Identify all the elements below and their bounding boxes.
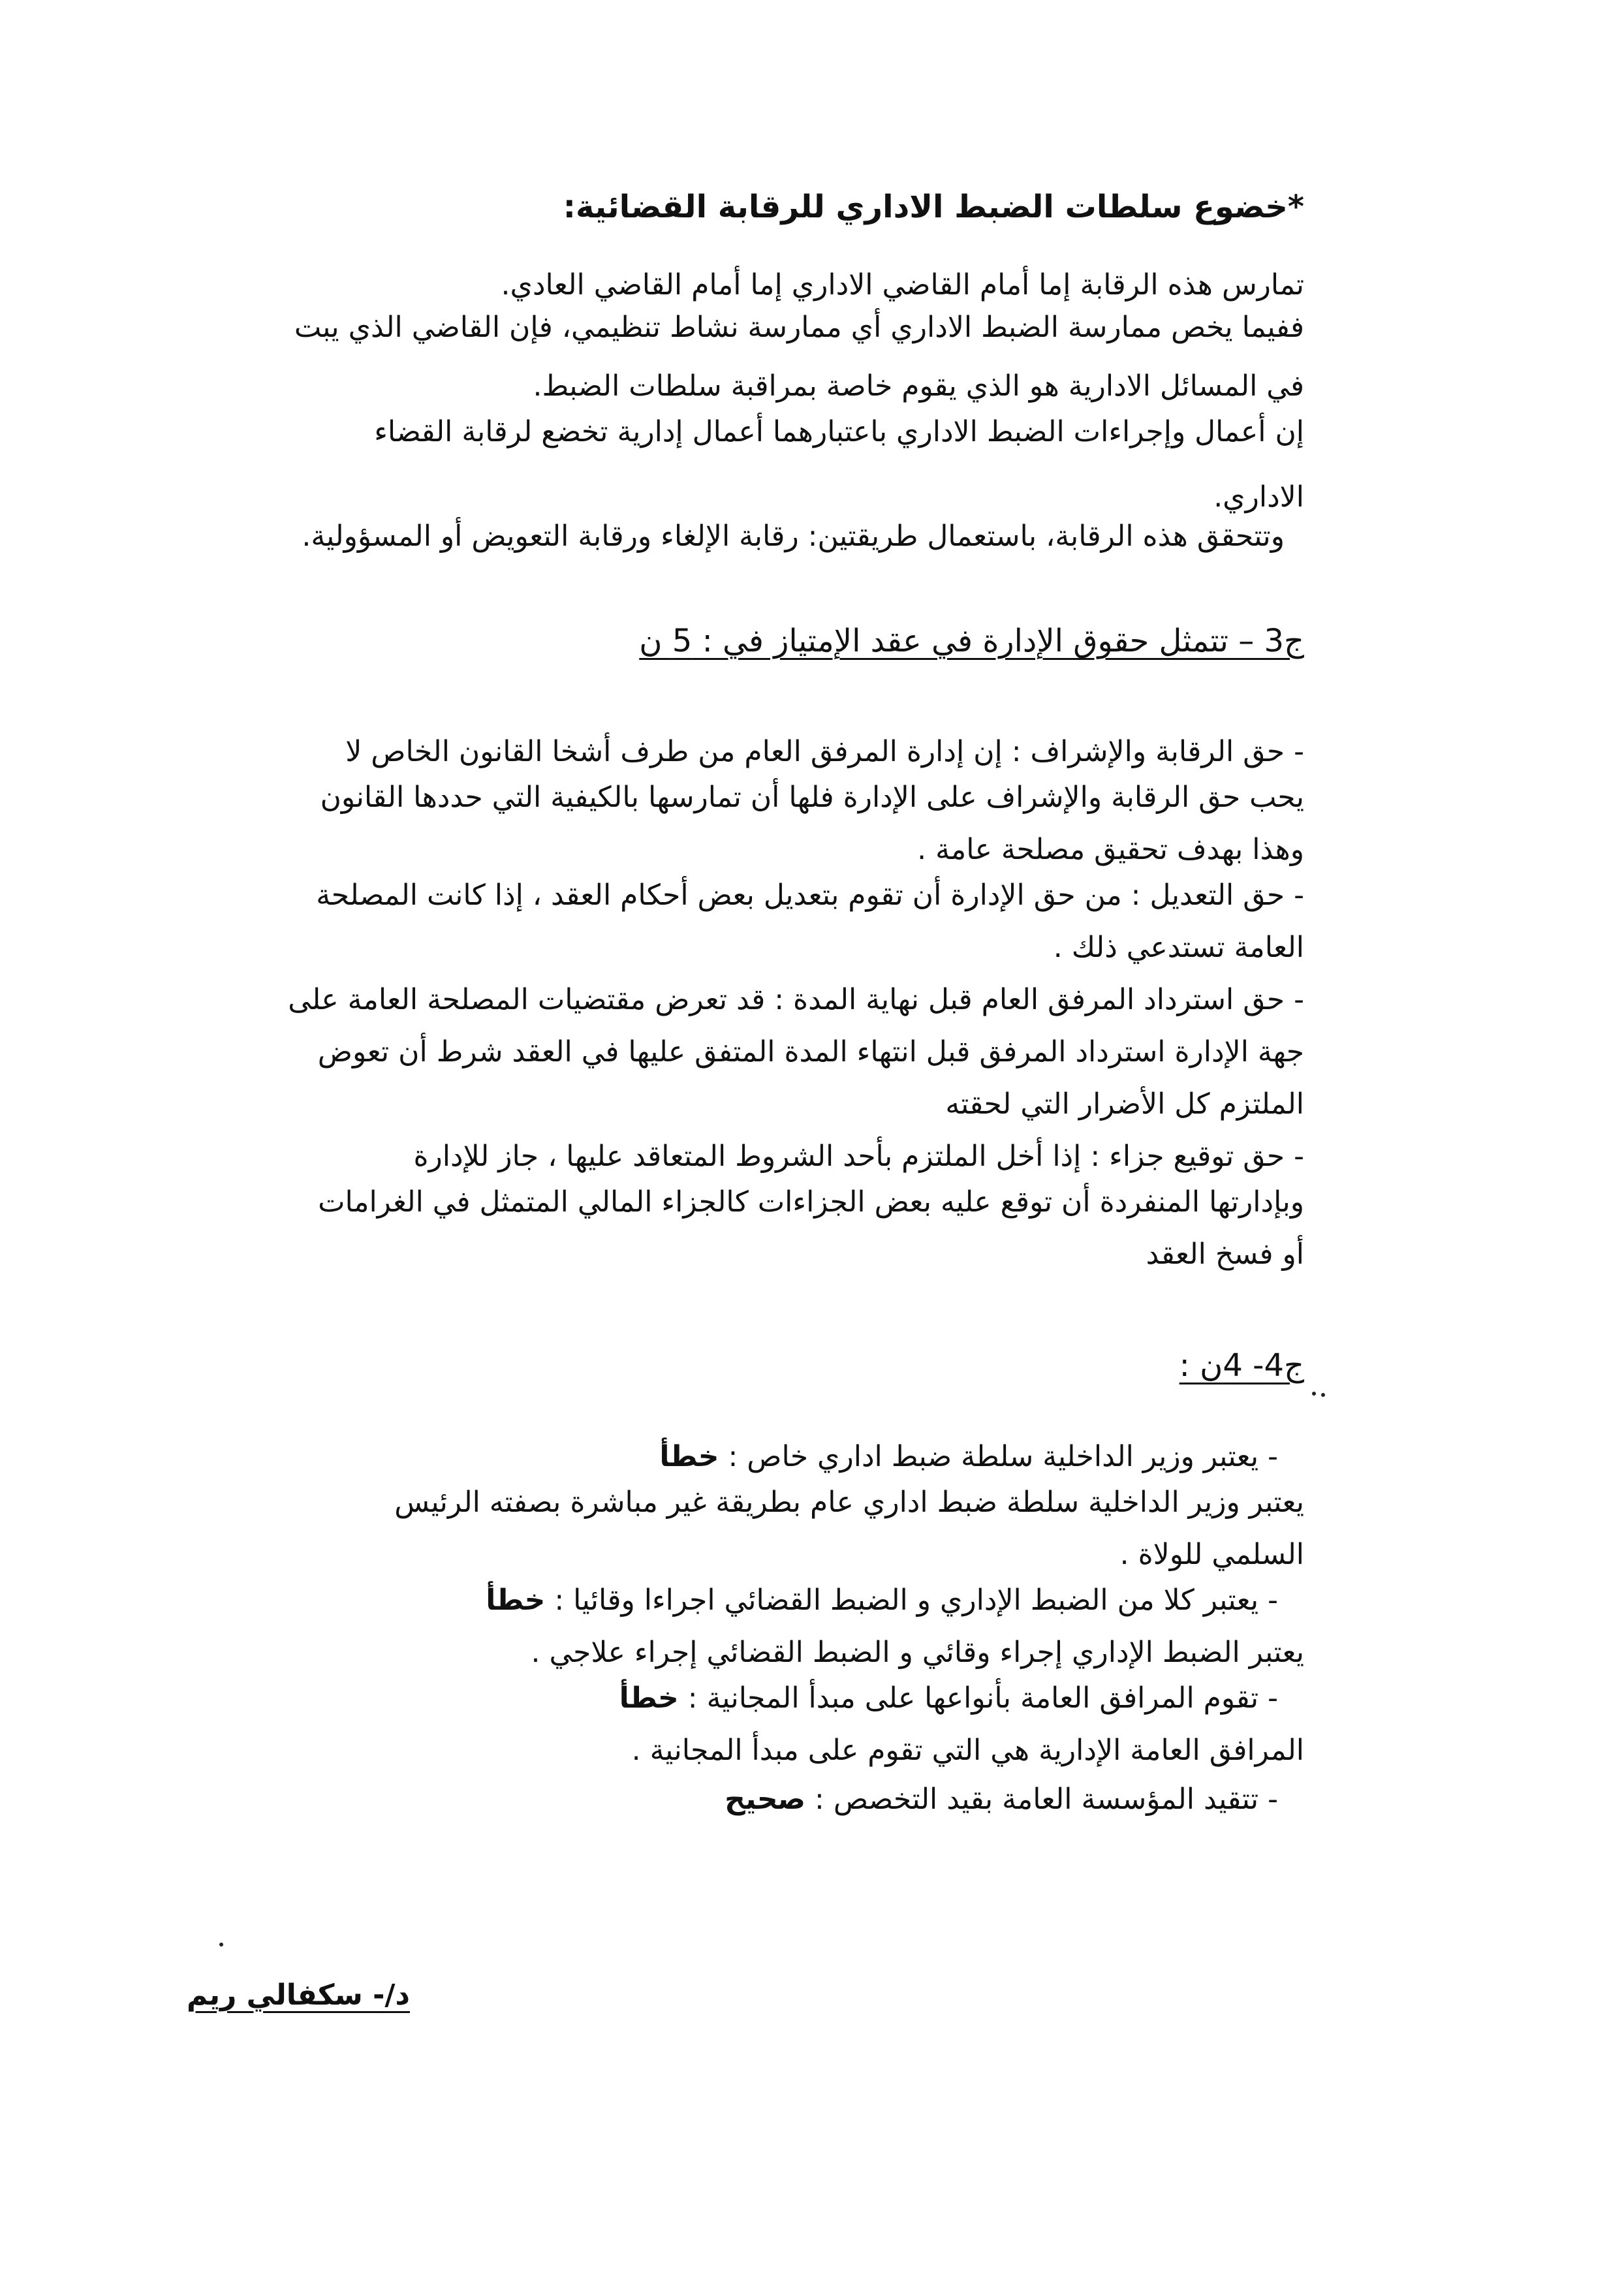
- question-4: [725, 1779, 1278, 1821]
- section2-line-6: - حق استرداد المرفق العام قبل نهاية المدة : قد تعرض مقتضيات المصلحة العامة على: [288, 983, 1304, 1016]
- question-3-explanation-1: المرافق العامة الإدارية هي التي تقوم على مبدأ المجانية .: [631, 1734, 1304, 1767]
- section2-line-10: وبإدارتها المنفردة أن توقع عليه بعض الجزاءات كالجزاء المالي المتمثل في الغرامات: [318, 1185, 1304, 1219]
- section2-line-3: وهذا بهدف تحقيق مصلحة عامة .: [917, 833, 1304, 866]
- section1-line-5: الاداري.: [1213, 480, 1304, 514]
- question-1-explanation-1: يعتبر وزير الداخلية سلطة ضبط اداري عام بطريقة غير مباشرة بصفته الرئيس: [394, 1486, 1304, 1519]
- question-1-explanation-2: السلمي للولاة .: [1119, 1538, 1304, 1571]
- section1-line-1: تمارس هذه الرقابة إما أمام القاضي الاداري إما أمام القاضي العادي.: [501, 268, 1304, 302]
- section2-line-8: الملتزم كل الأضرار التي لحقته: [945, 1087, 1304, 1121]
- question-4-text: - تتقيد المؤسسة العامة بقيد التخصص :: [815, 1783, 1278, 1816]
- section2-line-2: يحب حق الرقابة والإشراف على الإدارة فلها أن تمارسها بالكيفية التي حددها القانون: [320, 781, 1304, 814]
- section1-title: *خضوع سلطات الضبط الاداري للرقابة القضائية:: [563, 189, 1304, 225]
- question-2: [486, 1580, 1278, 1621]
- section3-title: ج4- 4ن :: [1179, 1347, 1304, 1384]
- question-3: [619, 1678, 1278, 1719]
- section2-line-11: أو فسخ العقد: [1146, 1238, 1304, 1271]
- question-3-verdict: خطأ: [619, 1681, 679, 1715]
- scan-dot: [1312, 1392, 1316, 1396]
- section2-line-5: العامة تستدعي ذلك .: [1053, 931, 1304, 964]
- question-1-text: - يعتبر وزير الداخلية سلطة ضبط اداري خاص :: [728, 1440, 1278, 1473]
- question-4-verdict: صحيح: [725, 1783, 806, 1816]
- question-1-verdict: خطأ: [659, 1440, 719, 1473]
- section2-line-4: - حق التعديل : من حق الإدارة أن تقوم بتعديل بعض أحكام العقد ، إذا كانت المصلحة: [316, 879, 1304, 912]
- section1-line-4: إن أعمال وإجراءات الضبط الاداري باعتبارهما أعمال إدارية تخضع لرقابة القضاء: [374, 415, 1304, 448]
- section2-title: ج3 – تتمثل حقوق الإدارة في عقد الإمتياز في : 5 ن: [639, 623, 1304, 659]
- signature: د/- سكفالي ريم: [187, 1978, 410, 2012]
- section2-line-7: جهة الإدارة استرداد المرفق قبل انتهاء المدة المتفق عليها في العقد شرط أن تعوض: [317, 1035, 1304, 1069]
- section1-line-2: ففيما يخص ممارسة الضبط الاداري أي ممارسة نشاط تنظيمي، فإن القاضي الذي يبت: [294, 311, 1304, 344]
- question-2-verdict: خطأ: [486, 1584, 546, 1617]
- section2-line-1: - حق الرقابة والإشراف : إن إدارة المرفق العام من طرف أشخا القانون الخاص لا: [345, 735, 1304, 768]
- question-3-text: - تقوم المرافق العامة بأنواعها على مبدأ المجانية :: [687, 1681, 1278, 1715]
- section1-line-6: وتتحقق هذه الرقابة، باستعمال طريقتين: رقابة الإلغاء ورقابة التعويض أو المسؤولية.: [302, 520, 1285, 553]
- section2-line-9: - حق توقيع جزاء : إذا أخل الملتزم بأحد الشروط المتعاقد عليها ، جاز للإدارة: [413, 1140, 1304, 1173]
- question-2-explanation-1: يعتبر الضبط الإداري إجراء وقائي و الضبط القضائي إجراء علاجي .: [531, 1636, 1304, 1669]
- scan-dot: [1321, 1393, 1325, 1397]
- question-1: [659, 1436, 1278, 1478]
- question-2-text: - يعتبر كلا من الضبط الإداري و الضبط القضائي اجراءا وقائيا :: [554, 1584, 1278, 1617]
- scan-dot: [219, 1943, 223, 1946]
- section1-line-3: في المسائل الادارية هو الذي يقوم خاصة بمراقبة سلطات الضبط.: [533, 369, 1304, 403]
